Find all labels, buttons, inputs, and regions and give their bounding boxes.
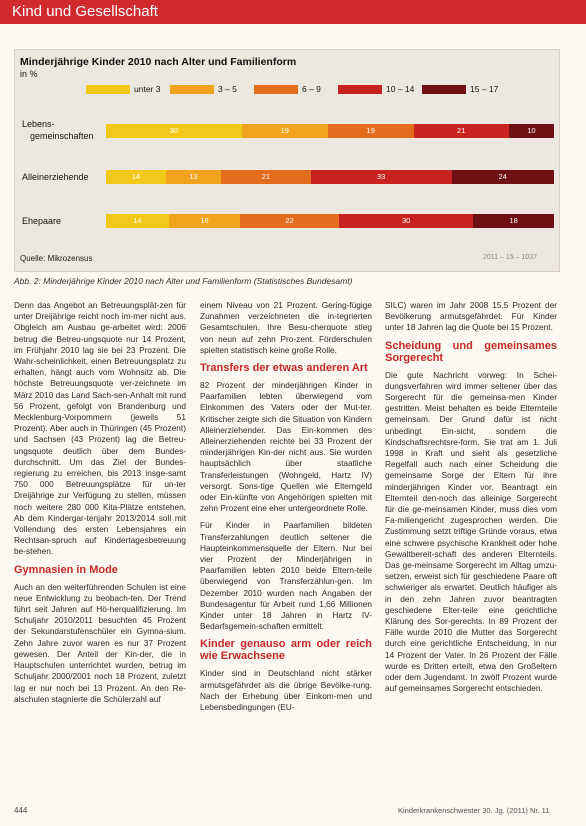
bar-segment: 21 xyxy=(414,124,509,138)
paragraph: Die gute Nachricht vorweg: In Schei-dungsverfahren wird immer seltener über das Sorgerecht für die gemeinsa-men Kinder gestritten. Meist behalten es beide Elternteile gemeinsam. Der Grund dafür ist nicht unbedingt Ein-sicht, sondern die Kindschaftsrechtsre-form. Sie trat am 1. Juli 1998 in Kraft und sieht als gesetzliche Regelfall auch nach einer Scheidung die gemeinsame Sorge der Eltern für ihre minderjährigen Kinder vor. Beantragt ein Elternteil den-noch das alleinige Sorgerecht für die ge-meinsamen Kinder, muss dies vom Fa-miliengericht zugesprochen werden. Die Zustimmung setzt triftige Gründe voraus, etwa eine schwere psychische Krankheit oder hohe Gewaltbereit-schaft des anderen Elternteils. Das ge-meinsame Sorgerecht im Alltag umzu-setzen, erweist sich für geschiedene Paare oft schwieriger als erwartet. Deutlich häufiger als in den zehn Jahren zuvor beantragten geschiedene Elter-teile eine gerichtliche Klärung des Sor-gerechts. In 89 Prozent der Fälle wurde 2010 die Mutter das Sorgerecht durch eine gerichtliche Entscheidung, in nur 14 Prozent der Vater. In 26 Prozent der Fälle wurde es Dritten erteilt, etwa den Großeltern oder dem Jugendamt. In zwölf Prozent wurde auf gemeinsames Sorgerecht entschieden. xyxy=(385,369,557,694)
chart-stamp: 2011 – 15 – 1037 xyxy=(483,254,537,261)
legend-item xyxy=(338,84,414,95)
bar-segment: 30 xyxy=(339,214,473,228)
paragraph: Denn das Angebot an Betreuungsplät-zen für unter Dreijährige reicht noch im-mer nicht aus. Obgleich am Ausbau ge-arbeitet wird: 2006 betrug die Betreu-ungsquote nur 14 Prozent, im Frühjahr 2010 lag sie bei 23 Prozent. Die Wahr-scheinlichkeit, einen Betreuungsplatz zu erhalten, hängt auch vom Wohnsitz ab. Die höchste Betreuungsquote ver-zeichnete im März 2010 das Land Sach-sen-Anhalt mit rund 56 Prozent, gefolgt von Brandenburg und Mecklenburg-Vorpommern (jeweils 51 Prozent). Aber auch in Thüringen (45 Prozent) und Sachsen (43 Prozent) lag die Betreu-ungsquote deutlich über dem Bundes-durchschnitt. Um das Ziel der Bundes-regierung zu erreichen, bis 2013 insge-samt 750 000 Betreuungsplätze für un-ter Dreijährige zur Verfügung zu stellen, müssen noch weitere 280 000 Kita-Plätze entstehen. Ab dem Kindergar-tenjahr 2013/2014 soll mit Vollendung des ersten Lebensjahres ein Rechtsan-spruch auf Kindertagesbetreuung be-stehen. xyxy=(14,300,186,557)
text-column-3 xyxy=(385,300,557,701)
text-column-1 xyxy=(14,300,186,711)
bar-segment: 19 xyxy=(242,124,328,138)
bar-segment: 14 xyxy=(106,214,169,228)
subheading: Kinder genauso arm oder reich wie Erwachsene xyxy=(200,638,372,663)
page-number: 444 xyxy=(14,806,28,815)
bar-segment: 13 xyxy=(166,170,221,184)
figure-caption: Abb. 2: Minderjährige Kinder 2010 nach Alter und Familienform (Statistisches Bundesamt) xyxy=(14,276,353,286)
chart-unit: in % xyxy=(20,69,38,79)
legend-label: 3 – 5 xyxy=(218,84,237,94)
subheading: Scheidung und gemeinsames Sorgerecht xyxy=(385,339,557,364)
section-header xyxy=(0,0,586,24)
bar-segment: 21 xyxy=(221,170,311,184)
legend-item xyxy=(86,84,160,95)
chart-title: Minderjährige Kinder 2010 nach Alter und Familienform xyxy=(20,56,297,68)
bar-segment: 19 xyxy=(328,124,414,138)
section-title: Kind und Gesellschaft xyxy=(12,3,158,20)
paragraph: einem Niveau von 21 Prozent. Gering-fügige Zunahmen verzeichneten die in-tegrierten Gesamtschulen. Ihre Besu-cherquote stieg von neun auf zehn Pro-zent. Förderschulen spielten statistisch keine große Rolle. xyxy=(200,300,372,355)
journal-footer: Kinderkrankenschwester 30. Jg. (2011) Nr. 11 xyxy=(398,806,550,815)
bar-segment: 14 xyxy=(106,170,166,184)
bar-segment: 30 xyxy=(106,124,242,138)
legend-label: unter 3 xyxy=(134,84,161,94)
subheading: Transfers der etwas anderen Art xyxy=(200,362,368,375)
legend-item xyxy=(254,84,321,95)
text-column-2 xyxy=(200,300,372,719)
row-label: Lebens- gemeinschaften xyxy=(22,119,94,141)
bar-segment: 22 xyxy=(240,214,339,228)
bar-segment: 18 xyxy=(473,214,554,228)
legend-swatch xyxy=(86,85,130,94)
legend-swatch xyxy=(254,85,298,94)
legend-swatch xyxy=(170,85,214,94)
bar-segment: 16 xyxy=(169,214,241,228)
legend-label: 10 – 14 xyxy=(386,84,415,94)
bar-segment: 24 xyxy=(452,170,554,184)
paragraph: Kinder sind in Deutschland nicht stärker armutsgefährdet als die übrige Bevölke-rung. Nach der Erhebung über Einkom-men und Lebensbedingungen (EU- xyxy=(200,668,372,713)
bar-segment: 10 xyxy=(509,124,554,138)
legend-label: 6 – 9 xyxy=(302,84,321,94)
paragraph: 82 Prozent der minderjährigen Kinder in Paarfamilien lebten überwiegend vom Einkommen des Vaters oder der Mut-ter. Kritischer zeigte sich die Situation von Kindern Alleinerziehender. Das Ein-kommen des Alleinerziehenden reichte bei 33 Prozent der minderjährigen Kin-der nicht aus. Sie wurden hauptsächlich über staatliche Transferleistungen (Wohngeld, Hartz IV) versorgt. Sons-tige Quellen wie Elterngeld oder Ein-künfte von Angehörigen spielten mit zehn Prozent eine eher untergeordnete Rolle. xyxy=(200,380,372,514)
legend-swatch xyxy=(338,85,382,94)
paragraph: Für Kinder in Paarfamilien bildeten Transferzahlungen deutlich seltener die Haupteinkommensquelle der Eltern. Nur bei vier Prozent der Minderjährigen in Paarfamilien lebten 2010 beide Eltern-teile überwiegend von Transferzahlun-gen. Im Dezember 2010 wurden nach Angaben der Bundesagentur für Arbeit rund 1,66 Millionen Kinder unter 18 Jahren in Hartz IV-Bedarfsgemein-schaften ermittelt. xyxy=(200,520,372,632)
legend-swatch xyxy=(422,85,466,94)
paragraph: SILC) waren im Jahr 2008 15,5 Prozent der Bevölkerung armutsgefährdet. Für Kinder unter 18 Jahren lag die Quote bei 15 Prozent. xyxy=(385,300,557,333)
legend-label: 15 – 17 xyxy=(470,84,499,94)
subheading: Gymnasien in Mode xyxy=(14,563,118,576)
row-label: Alleinerziehende xyxy=(22,172,89,182)
legend-item xyxy=(422,84,498,95)
legend-item xyxy=(170,84,237,95)
paragraph: Auch an den weiterführenden Schulen ist eine neue Entwicklung zu beobach-ten. Der Trend führt seit Jahren auf Hö-herqualifizierung. Im Schuljahr 2010/2011 besuchten 45 Prozent der Sekundarstufenschüler ein Gymna-sium. Zehn Jahre zuvor waren es nur 37 Prozent gewesen. Der Anteil der Kin-der, die in Hauptschulen unterrichtet wurden, betrug im Schuljahr 2000/2001 noch 18 Prozent, zuletzt lag er nur noch bei 13 Prozent. An den Re-alschulen stagnierte die Schülerzahl auf xyxy=(14,581,186,704)
row-label: Ehepaare xyxy=(22,216,62,226)
chart-source: Quelle: Mikrozensus xyxy=(20,254,93,263)
chart-panel xyxy=(14,49,560,272)
bar-segment: 33 xyxy=(311,170,452,184)
